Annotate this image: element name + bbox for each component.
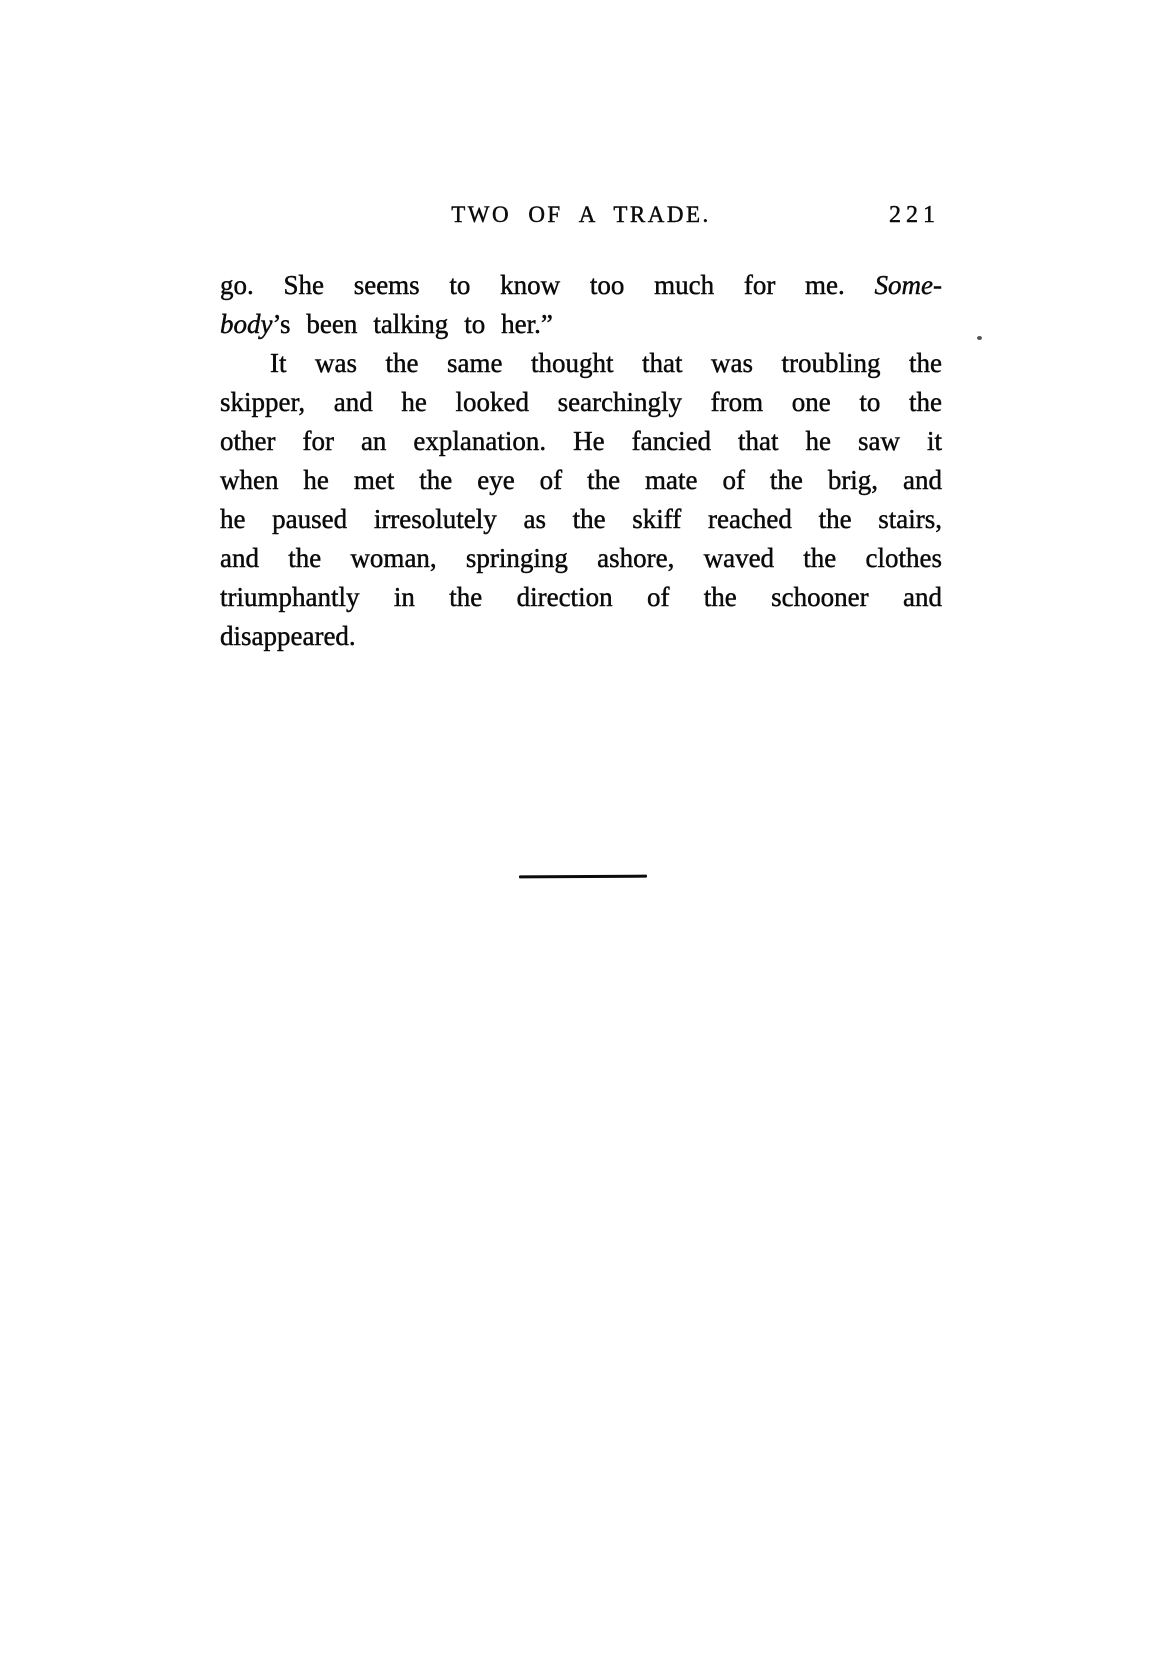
- running-title: TWO OF A TRADE.: [451, 202, 711, 227]
- text-segment: when he met the eye of the mate of the brig, and: [220, 465, 942, 495]
- body-text-block: [220, 266, 942, 656]
- text-segment: disappeared.: [220, 621, 356, 651]
- text-segment: triumphantly in the direction of the schooner and: [220, 582, 942, 612]
- ink-speck: [977, 336, 982, 340]
- section-divider-rule: [519, 875, 647, 879]
- text-line: [220, 344, 942, 383]
- text-line: [220, 578, 942, 617]
- text-segment: other for an explanation. He fancied that he saw it: [220, 426, 942, 456]
- text-segment: ’s been talking to her.”: [272, 309, 553, 339]
- text-segment: go. She seems to know too much for me.: [220, 270, 875, 300]
- text-line: [220, 539, 942, 578]
- text-line: [220, 461, 942, 500]
- text-segment: It was the same thought that was troubling the: [270, 348, 942, 378]
- text-segment: and the woman, springing ashore, waved the clothes: [220, 543, 942, 573]
- text-segment: skipper, and he looked searchingly from one to the: [220, 387, 942, 417]
- italic-text-segment: Some-: [874, 270, 942, 300]
- italic-text-segment: body: [220, 309, 273, 339]
- text-line: [220, 383, 942, 422]
- running-head: [220, 200, 942, 230]
- text-line: [220, 266, 942, 305]
- text-line: [220, 422, 942, 461]
- text-line: [220, 617, 942, 656]
- text-line: [220, 305, 942, 344]
- page-number: 221: [889, 202, 940, 228]
- text-segment: he paused irresolutely as the skiff reached the stairs,: [220, 504, 942, 534]
- text-line: [220, 500, 942, 539]
